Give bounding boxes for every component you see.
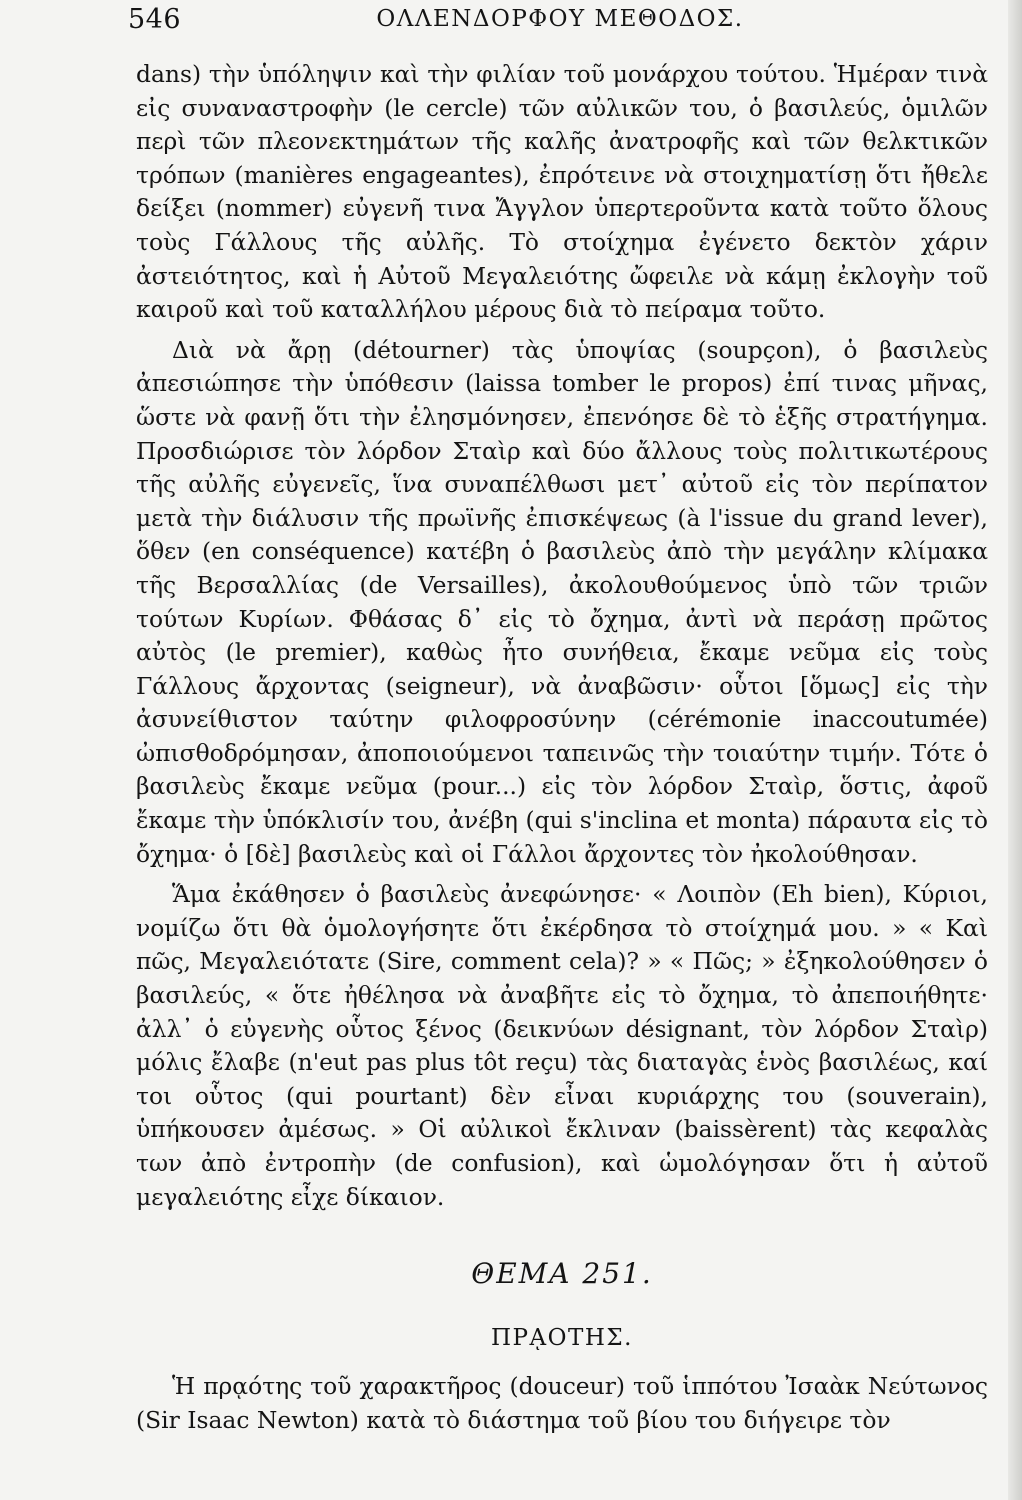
theme-heading: ΘΕΜΑ 251.	[471, 1257, 653, 1291]
paragraph: dans) τὴν ὑπόληψιν καὶ τὴν φιλίαν τοῦ μονάρχου τούτου. Ἡμέραν τινὰ εἰς συναναστροφὴν (le cercle) τῶν αὐλικῶν του, ὁ βασιλεύς, ὁμιλῶν περὶ τῶν πλεονεκτημάτων τῆς καλῆς ἀνατροφῆς καὶ τῶν θελκτικῶν τρόπων (manières engageantes), ἐπρότεινε νὰ στοιχηματίσῃ ὅτι ἤθελε δείξει (nommer) εὐγενῆ τινα Ἄγγλον ὑπερτεροῦντα κατὰ τοῦτο ὅλους τοὺς Γάλλους τῆς αὐλῆς. Τὸ στοίχημα ἐγένετο δεκτὸν χάριν ἀστειότητος, καὶ ἡ Αὐτοῦ Μεγαλειότης ὤφειλε νὰ κάμῃ ἐκλογὴν τοῦ καιροῦ καὶ τοῦ καταλλήλου μέρους διὰ τὸ πείραμα τοῦτο.	[136, 60, 988, 324]
body-text	[136, 58, 988, 1444]
page-header	[128, 4, 992, 36]
paragraph: Ἡ πρᾳότης τοῦ χαρακτῆρος (douceur) τοῦ ἱππότου Ἰσαὰκ Νεύτωνος (Sir Isaac Newton) κατὰ τὸ διάστημα τοῦ βίου του διήγειρε τὸν	[136, 1372, 988, 1434]
page-number: 546	[128, 4, 182, 35]
section-heading: ΠΡᾼΟΤΗΣ.	[491, 1325, 633, 1352]
running-title: ΟΛΛΕΝΔΟΡΦΟΥ ΜΕΘΟΔΟΣ.	[376, 6, 744, 32]
page-edge-shadow	[1008, 0, 1022, 1500]
paragraph: Διὰ νὰ ἄρῃ (détourner) τὰς ὑποψίας (soupçon), ὁ βασιλεὺς ἀπεσιώπησε τὴν ὑπόθεσιν (laissa tomber le propos) ἐπί τινας μῆνας, ὥστε νὰ φανῇ ὅτι τὴν ἐλησμόνησεν, ἐπενόησε δὲ τὸ ἑξῆς στρατήγημα. Προσδιώρισε τὸν λόρδον Σταὶρ καὶ δύο ἄλλους τοὺς πολιτικωτέρους τῆς αὐλῆς εὐγενεῖς, ἵνα συναπέλθωσι μετ᾽ αὐτοῦ εἰς τὸν περίπατον μετὰ τὴν διάλυσιν τῆς πρωϊνῆς ἐπισκέψεως (à l'issue du grand lever), ὅθεν (en conséquence) κατέβη ὁ βασιλεὺς ἀπὸ τὴν μεγάλην κλίμακα τῆς Βερσαλλίας (de Versailles), ἀκολουθούμενος ὑπὸ τῶν τριῶν τούτων Κυρίων. Φθάσας δ᾽ εἰς τὸ ὄχημα, ἀντὶ νὰ περάσῃ πρῶτος αὐτὸς (le premier), καθὼς ἦτο συνήθεια, ἔκαμε νεῦμα εἰς τοὺς Γάλλους ἄρχοντας (seigneur), νὰ ἀναβῶσιν· οὗτοι [ὅμως] εἰς τὴν ἀσυνείθιστον ταύτην φιλοφροσύνην (cérémonie inaccoutumée) ὠπισθοδρόμησαν, ἀποποιούμενοι ταπεινῶς τὴν τοιαύτην τιμήν. Τότε ὁ βασιλεὺς ἔκαμε νεῦμα (pour...) εἰς τὸν λόρδον Σταὶρ, ὅστις, ἀφοῦ ἔκαμε τὴν ὑπόκλισίν του, ἀνέβη (qui s'inclina et monta) πάραυτα εἰς τὸ ὄχημα· ὁ [δὲ] βασιλεὺς καὶ οἱ Γάλλοι ἄρχοντες τὸν ἠκολούθησαν.	[136, 335, 988, 868]
paragraph: Ἅμα ἐκάθησεν ὁ βασιλεὺς ἀνεφώνησε· « Λοιπὸν (Eh bien), Κύριοι, νομίζω ὅτι θὰ ὁμολογήσητε ὅτι ἐκέρδησα τὸ στοίχημά μου. » « Καὶ πῶς, Μεγαλειότατε (Sire, comment cela)? » « Πῶς; » ἐξηκολούθησεν ὁ βασιλεύς, « ὅτε ἠθέλησα νὰ ἀναβῆτε εἰς τὸ ὄχημα, τὸ ἀπεποιήθητε· ἀλλ᾽ ὁ εὐγενὴς οὗτος ξένος (δεικνύων désignant, τὸν λόρδον Σταὶρ) μόλις ἔλαβε (n'eut pas plus tôt reçu) τὰς διαταγὰς ἑνὸς βασιλέως, καί τοι οὗτος (qui pourtant) δὲν εἶναι κυριάρχης του (souverain), ὑπήκουσεν ἀμέσως. » Οἱ αὐλικοὶ ἔκλιναν (baissèrent) τὰς κεφαλὰς των ἀπὸ ἐντροπὴν (de confusion), καὶ ὡμολόγησαν ὅτι ἡ αὐτοῦ μεγαλειότης εἶχε δίκαιον.	[136, 880, 988, 1211]
